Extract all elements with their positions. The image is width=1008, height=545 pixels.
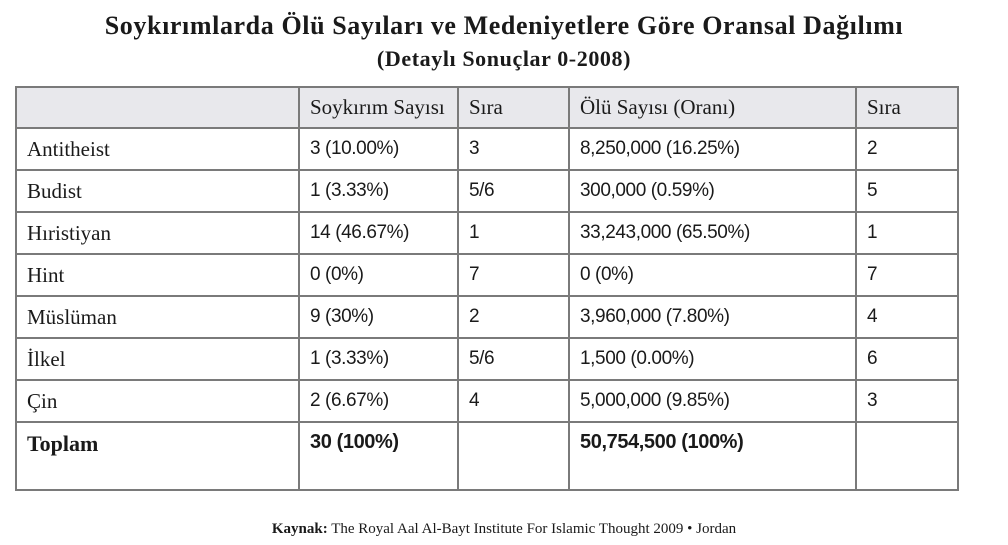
table-row: [16, 128, 958, 170]
civilization-cell: Müslüman: [16, 296, 299, 338]
genocide-rank-cell: 2: [458, 296, 569, 338]
total-genocide-count: 30 (100%): [299, 422, 458, 490]
total-genocide-rank: [458, 422, 569, 490]
genocide-count-cell: 1 (3.33%): [299, 338, 458, 380]
death-count-cell: 1,500 (0.00%): [569, 338, 856, 380]
genocide-count-cell: 1 (3.33%): [299, 170, 458, 212]
genocide-count-cell: 9 (30%): [299, 296, 458, 338]
civilization-cell: Hıristiyan: [16, 212, 299, 254]
genocide-rank-cell: 7: [458, 254, 569, 296]
source-label: Kaynak:: [271, 521, 328, 537]
header-civilization: [16, 87, 299, 128]
genocide-rank-cell: 5/6: [458, 338, 569, 380]
civilization-cell: Antitheist: [16, 128, 299, 170]
total-death-rank: [856, 422, 958, 490]
death-rank-cell: 1: [856, 212, 958, 254]
death-rank-cell: 7: [856, 254, 958, 296]
death-rank-cell: 3: [856, 380, 958, 422]
table-row: [16, 380, 958, 422]
header-genocide-rank: Sıra: [458, 87, 569, 128]
genocide-rank-cell: 5/6: [458, 170, 569, 212]
death-count-cell: 5,000,000 (9.85%): [569, 380, 856, 422]
genocide-rank-cell: 3: [458, 128, 569, 170]
table-row: [16, 212, 958, 254]
death-count-cell: 0 (0%): [569, 254, 856, 296]
death-count-cell: 33,243,000 (65.50%): [569, 212, 856, 254]
source-note: [0, 519, 1008, 539]
genocide-count-cell: 0 (0%): [299, 254, 458, 296]
genocide-count-cell: 3 (10.00%): [299, 128, 458, 170]
header-row: [16, 87, 958, 128]
total-row: [16, 422, 958, 490]
death-rank-cell: 2: [856, 128, 958, 170]
genocide-rank-cell: 4: [458, 380, 569, 422]
genocide-count-cell: 2 (6.67%): [299, 380, 458, 422]
table-row: [16, 170, 958, 212]
total-label: Toplam: [16, 422, 299, 490]
table-row: [16, 254, 958, 296]
death-rank-cell: 6: [856, 338, 958, 380]
genocide-rank-cell: 1: [458, 212, 569, 254]
source-text: The Royal Aal Al-Bayt Institute For Islamic Thought 2009 • Jordan: [331, 521, 737, 537]
table-row: [16, 338, 958, 380]
header-death-count: Ölü Sayısı (Oranı): [569, 87, 856, 128]
header-genocide-count: Soykırım Sayısı: [299, 87, 458, 128]
genocide-count-cell: 14 (46.67%): [299, 212, 458, 254]
genocide-statistics-table: [15, 86, 959, 491]
document-subtitle: (Detaylı Sonuçlar 0-2008): [376, 46, 632, 71]
header-death-rank: Sıra: [856, 87, 958, 128]
civilization-cell: Çin: [16, 380, 299, 422]
table-row: [16, 296, 958, 338]
death-count-cell: 3,960,000 (7.80%): [569, 296, 856, 338]
civilization-cell: İlkel: [16, 338, 299, 380]
death-rank-cell: 5: [856, 170, 958, 212]
death-count-cell: 8,250,000 (16.25%): [569, 128, 856, 170]
civilization-cell: Hint: [16, 254, 299, 296]
death-count-cell: 300,000 (0.59%): [569, 170, 856, 212]
civilization-cell: Budist: [16, 170, 299, 212]
death-rank-cell: 4: [856, 296, 958, 338]
total-death-count: 50,754,500 (100%): [569, 422, 856, 490]
document-title: Soykırımlarda Ölü Sayıları ve Medeniyetlere Göre Oransal Dağılımı: [104, 11, 904, 40]
